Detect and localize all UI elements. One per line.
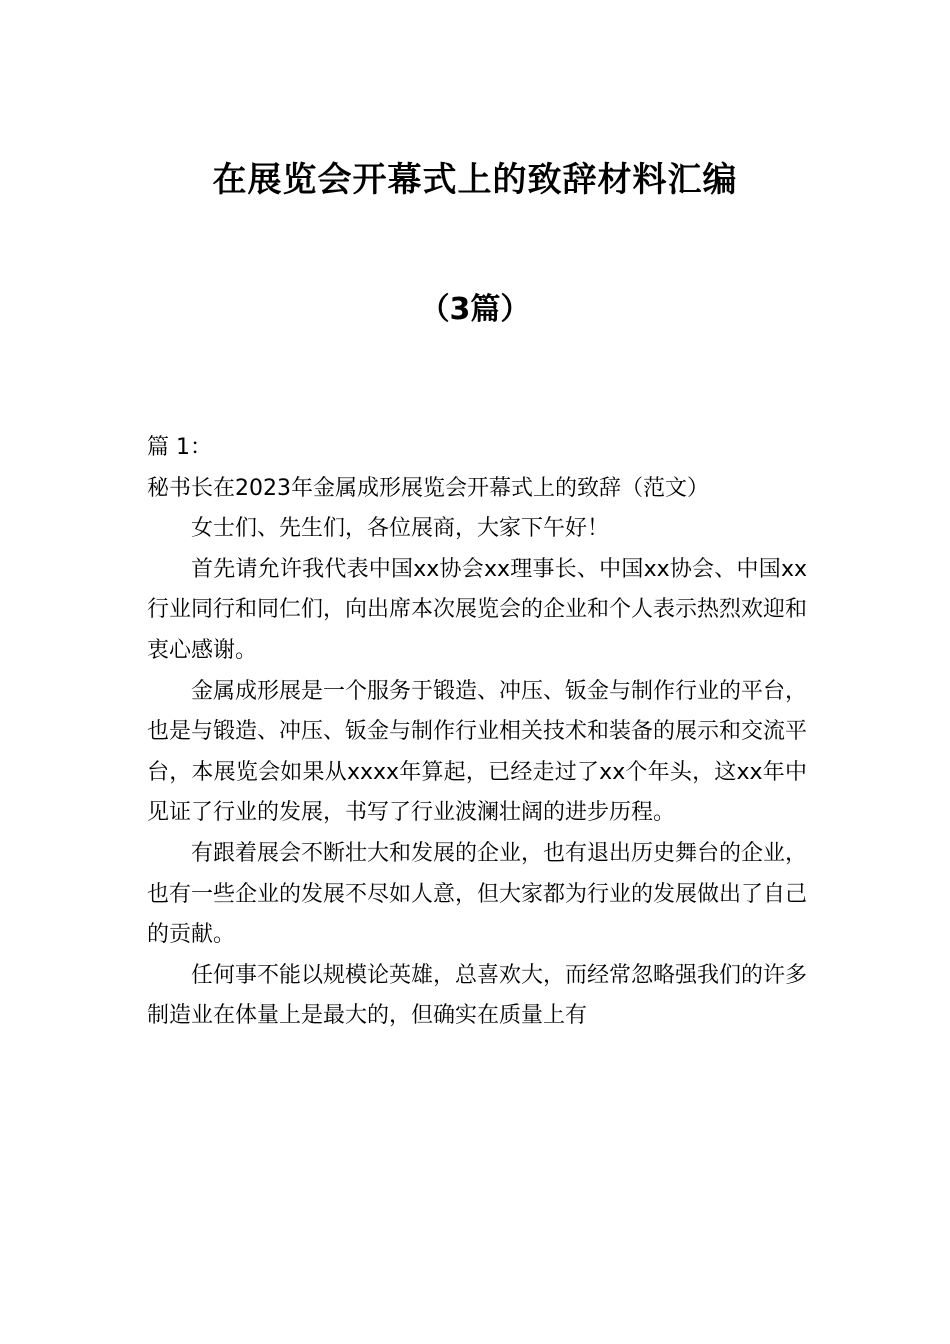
section-label: 篇 1： [147, 435, 212, 460]
document-subtitle: （3篇） [419, 292, 531, 327]
paragraph-greeting: 女士们、先生们，各位展商，大家下午好！ [191, 516, 610, 542]
paragraph-scale: 任何事不能以规模论英雄，总喜欢大，而经常忽略强我们的许多制造业在体量上是最大的，但确实在质量上有 [147, 962, 808, 1029]
document-body [147, 428, 807, 1037]
paragraph-platform: 金属成形展是一个服务于锻造、冲压、钣金与制作行业的平台，也是与锻造、冲压、钣金与制作行业相关技术和装备的展示和交流平台，本展览会如果从xxxx年算起，已经走过了xx个年头，这xx年中见证了行业的发展，书写了行业波澜壮阔的进步历程。 [147, 678, 808, 826]
section-heading: 秘书长在2023年金属成形展览会开幕式上的致辞（范文） [147, 475, 709, 501]
document-title: 在展览会开幕式上的致辞材料汇编 [212, 160, 738, 200]
paragraph-welcome: 首先请允许我代表中国xx协会xx理事长、中国xx协会、中国xx行业同行和同仁们，向出席本次展览会的企业和个人表示热烈欢迎和衷心感谢。 [147, 556, 808, 663]
paragraph-enterprises: 有跟着展会不断壮大和发展的企业，也有退出历史舞台的企业，也有一些企业的发展不尽如人意，但大家都为行业的发展做出了自己的贡献。 [147, 840, 808, 948]
